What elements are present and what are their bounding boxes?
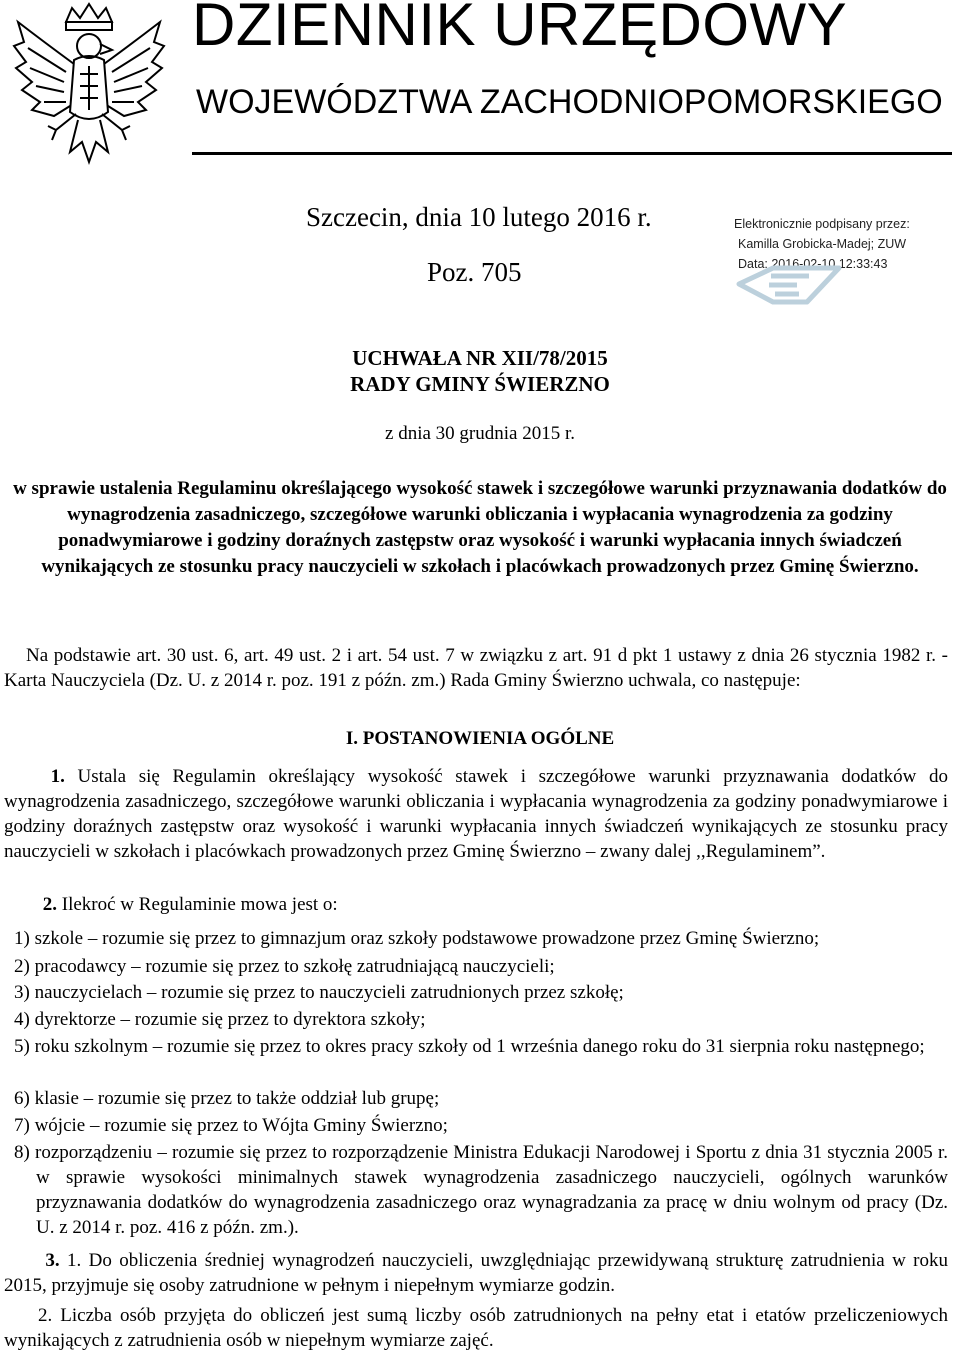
gazette-title: DZIENNIK URZĘDOWY [192,0,848,58]
definition-item: 4) dyrektorze – rozumie się przez to dyrektora szkoły; [14,1009,426,1030]
signature-date: Data: 2016-02-10 12:33:43 [738,257,888,271]
paragraph-2-text: Ilekroć w Regulaminie mowa jest o: [57,894,338,915]
paragraph-2-number: 2. [38,894,57,915]
act-title: UCHWAŁA NR XII/78/2015 [352,346,608,370]
header-rule [192,152,952,155]
gazette-subtitle: WOJEWÓDZTWA ZACHODNIOPOMORSKIEGO [196,83,943,121]
position-number: Poz. 705 [427,257,522,287]
paragraph-3-item-2 [4,1303,948,1353]
definition-item: 5) roku szkolnym – rozumie się przez to okres pracy szkoły od 1 września danego roku do 31 sierpnia roku następnego; [14,1036,925,1057]
place-and-date: Szczecin, dnia 10 lutego 2016 r. [306,202,652,232]
definition-item: 8) rozporządzeniu – rozumie się przez to rozporządzenie Ministra Edukacji Narodowej i Sportu z dnia 31 stycznia 2005 r. w sprawie wysokości minimalnych stawek wynagrodzenia zasadniczego nauczycieli, ogólnych warunków przyznawania dodatków do wynagrodzenia zasadniczego oraz wynagradzania za pracę w dniu wolnym od pracy (Dz. U. z 2014 r. poz. 416 z późn. zm.). [14,1142,948,1238]
definition-item: 7) wójcie – rozumie się przez to Wójta Gminy Świerzno; [14,1115,448,1136]
signature-signer: Kamilla Grobicka-Madej; ZUW [738,237,907,251]
paragraph-2 [4,892,948,917]
definition-item: 1) szkole – rozumie się przez to gimnazjum oraz szkoły podstawowe prowadzone przez Gminę Świerzno; [14,928,820,949]
paragraph-1 [4,764,948,864]
paragraph-1-number: 1. [38,766,65,787]
definition-item: 3) nauczycielach – rozumie się przez to nauczycieli zatrudnionych przez szkołę; [14,982,624,1003]
legal-basis: Na podstawie art. 30 ust. 6, art. 49 ust. 2 i art. 54 ust. 7 w związku z art. 91 d pkt 1 ustawy z dnia 26 stycznia 1982 r. - Karta Nauczyciela (Dz. U. z 2014 r. poz. 191 z późn. zm.) Rada Gminy Świerzno uchwala, co następuje: [4,645,948,691]
eagle-emblem-icon [4,2,174,192]
paragraph-3 [4,1248,948,1298]
signature-watermark-icon [735,262,845,308]
paragraph-1-text: Ustala się Regulamin określający wysokość stawek i szczegółowe warunki przyznawania dodatków do wynagrodzenia zasadniczego, szczegółowe warunki obliczania i wypłacania wynagrodzenia za godziny ponadwymiarowe i godziny doraźnych zastępstw oraz wysokość i warunki wypłacania innych świadczeń wynikających ze stosunku pracy nauczycieli w szkołach i placówkach prowadzonych przez Gminę Świerzno – zwany dalej ,,Regulaminem”. [4,766,948,862]
act-date: z dnia 30 grudnia 2015 r. [385,423,575,444]
section-title: I. POSTANOWIENIA OGÓLNE [345,728,615,749]
definition-item: 6) klasie – rozumie się przez to także oddział lub grupę; [14,1088,440,1109]
act-issuer: RADY GMINY ŚWIERZNO [350,372,610,396]
paragraph-3-number: 3. [38,1250,60,1271]
paragraph-3-text: 1. Do obliczenia średniej wynagrodzeń nauczycieli, uwzględniając przewidywaną strukturę zatrudnienia w roku 2015, przyjmuje się osoby zatrudnione w pełnym i niepełnym wymiarze godzin. [4,1250,948,1296]
act-subject: w sprawie ustalenia Regulaminu określającego wysokość stawek i szczegółowe warunki przyznawania dodatków do wynagrodzenia zasadniczego, szczegółowe warunki obliczania i wypłacania wynagrodzenia za godziny ponadwymiarowe i godziny doraźnych zastępstw oraz wysokość i warunki wypłacania innych świadczeń wynikających ze stosunku pracy nauczycieli w szkołach i placówkach prowadzonych przez Gminę Świerzno. [13,478,947,577]
paragraph-3-item-2-text: 2. Liczba osób przyjęta do obliczeń jest sumą liczby osób zatrudnionych na pełny etat i etatów przeliczeniowych wynikających z zatrudnienia osób w niepełnym wymiarze zajęć. [4,1305,948,1351]
definition-item: 2) pracodawcy – rozumie się przez to szkołę zatrudniającą nauczycieli; [14,956,555,977]
signature-line-1: Elektronicznie podpisany przez: [734,217,910,231]
